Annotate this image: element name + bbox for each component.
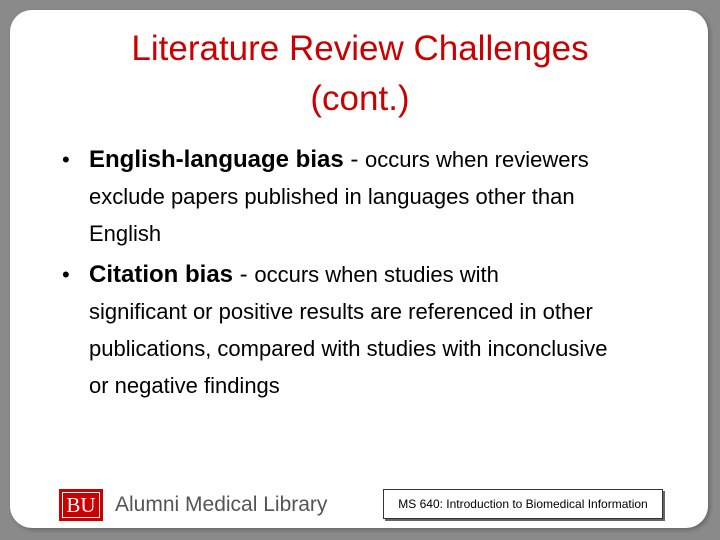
bullet-term: Citation bias (89, 261, 234, 288)
slide-title (0, 24, 720, 124)
bu-logo-mark: BU (59, 489, 103, 521)
bullet-separator: - (233, 261, 255, 288)
bullet-text-line: or negative findings (89, 373, 280, 398)
library-logo (59, 489, 327, 521)
bullet-marker: • (62, 262, 70, 287)
title-line-1: Literature Review Challenges (131, 29, 589, 68)
bullet-term: English-language bias (89, 146, 344, 173)
bullet-text-line: significant or positive results are referenced in other (89, 299, 593, 324)
bullet-english-language-bias (62, 141, 662, 252)
bullet-text-line: occurs when reviewers (365, 147, 589, 172)
bullet-text-line: occurs when studies with (254, 262, 499, 287)
bullet-text-line: publications, compared with studies with inconclusive (89, 336, 608, 361)
bullet-marker: • (62, 147, 70, 172)
bullet-text-line: exclude papers published in languages other than (89, 184, 575, 209)
course-footer: MS 640: Introduction to Biomedical Information (383, 489, 663, 519)
bullet-separator: - (343, 146, 366, 173)
bullet-citation-bias (62, 256, 662, 404)
library-name: Alumni Medical Library (115, 493, 328, 516)
bullet-text-line: English (89, 221, 162, 246)
title-line-2: (cont.) (310, 79, 410, 118)
